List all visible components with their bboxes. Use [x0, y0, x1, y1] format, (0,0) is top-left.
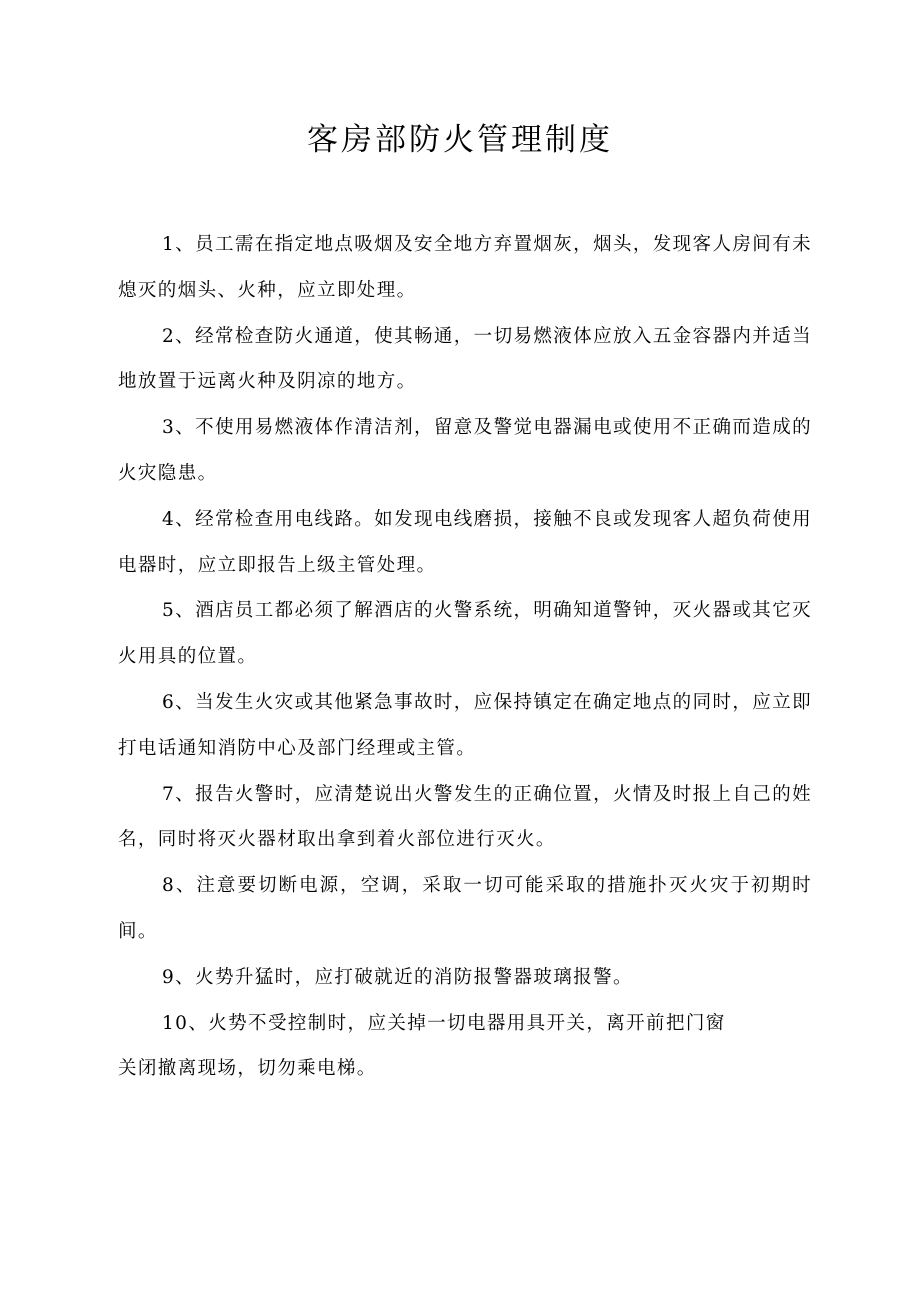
paragraph-10-line-2: 关闭撤离现场，切勿乘电梯。 — [118, 1058, 377, 1080]
document-body — [118, 222, 812, 1092]
paragraph-4: 4、经常检查用电线路。如发现电线磨损，接触不良或发现客人超负荷使用电器时，应立即报告上级主管处理。 — [118, 508, 812, 576]
paragraph-1: 1、员工需在指定地点吸烟及安全地方弃置烟灰，烟头，发现客人房间有未熄灭的烟头、火种，应立即处理。 — [118, 234, 812, 301]
paragraph-2: 2、经常检查防火通道，使其畅通，一切易燃液体应放入五金容器内并适当地放置于远离火种及阴凉的地方。 — [118, 325, 812, 393]
paragraph-5: 5、酒店员工都必须了解酒店的火警系统，明确知道警钟，灭火器或其它灭火用具的位置。 — [118, 600, 812, 668]
paragraph-6: 6、当发生火灾或其他紧急事故时，应保持镇定在确定地点的同时，应立即打电话通知消防中心及部门经理或主管。 — [118, 691, 812, 759]
paragraph-10 — [118, 1001, 812, 1093]
paragraph-3: 3、不使用易燃液体作清洁剂，留意及警觉电器漏电或使用不正确而造成的火灾隐患。 — [118, 417, 812, 484]
paragraph-9: 9、火势升猛时，应打破就近的消防报警器玻璃报警。 — [162, 966, 633, 988]
document-title: 客房部防火管理制度 — [307, 122, 613, 158]
paragraph-10-line-1: 10、火势不受控制时，应关掉一切电器用具开关，离开前把门窗 — [162, 1012, 726, 1034]
paragraph-8: 8、注意要切断电源，空调，采取一切可能采取的措施扑灭火灾于初期时间。 — [118, 875, 812, 942]
paragraph-7: 7、报告火警时，应清楚说出火警发生的正确位置，火情及时报上自己的姓名，同时将灭火器材取出拿到着火部位进行灭火。 — [118, 783, 812, 851]
